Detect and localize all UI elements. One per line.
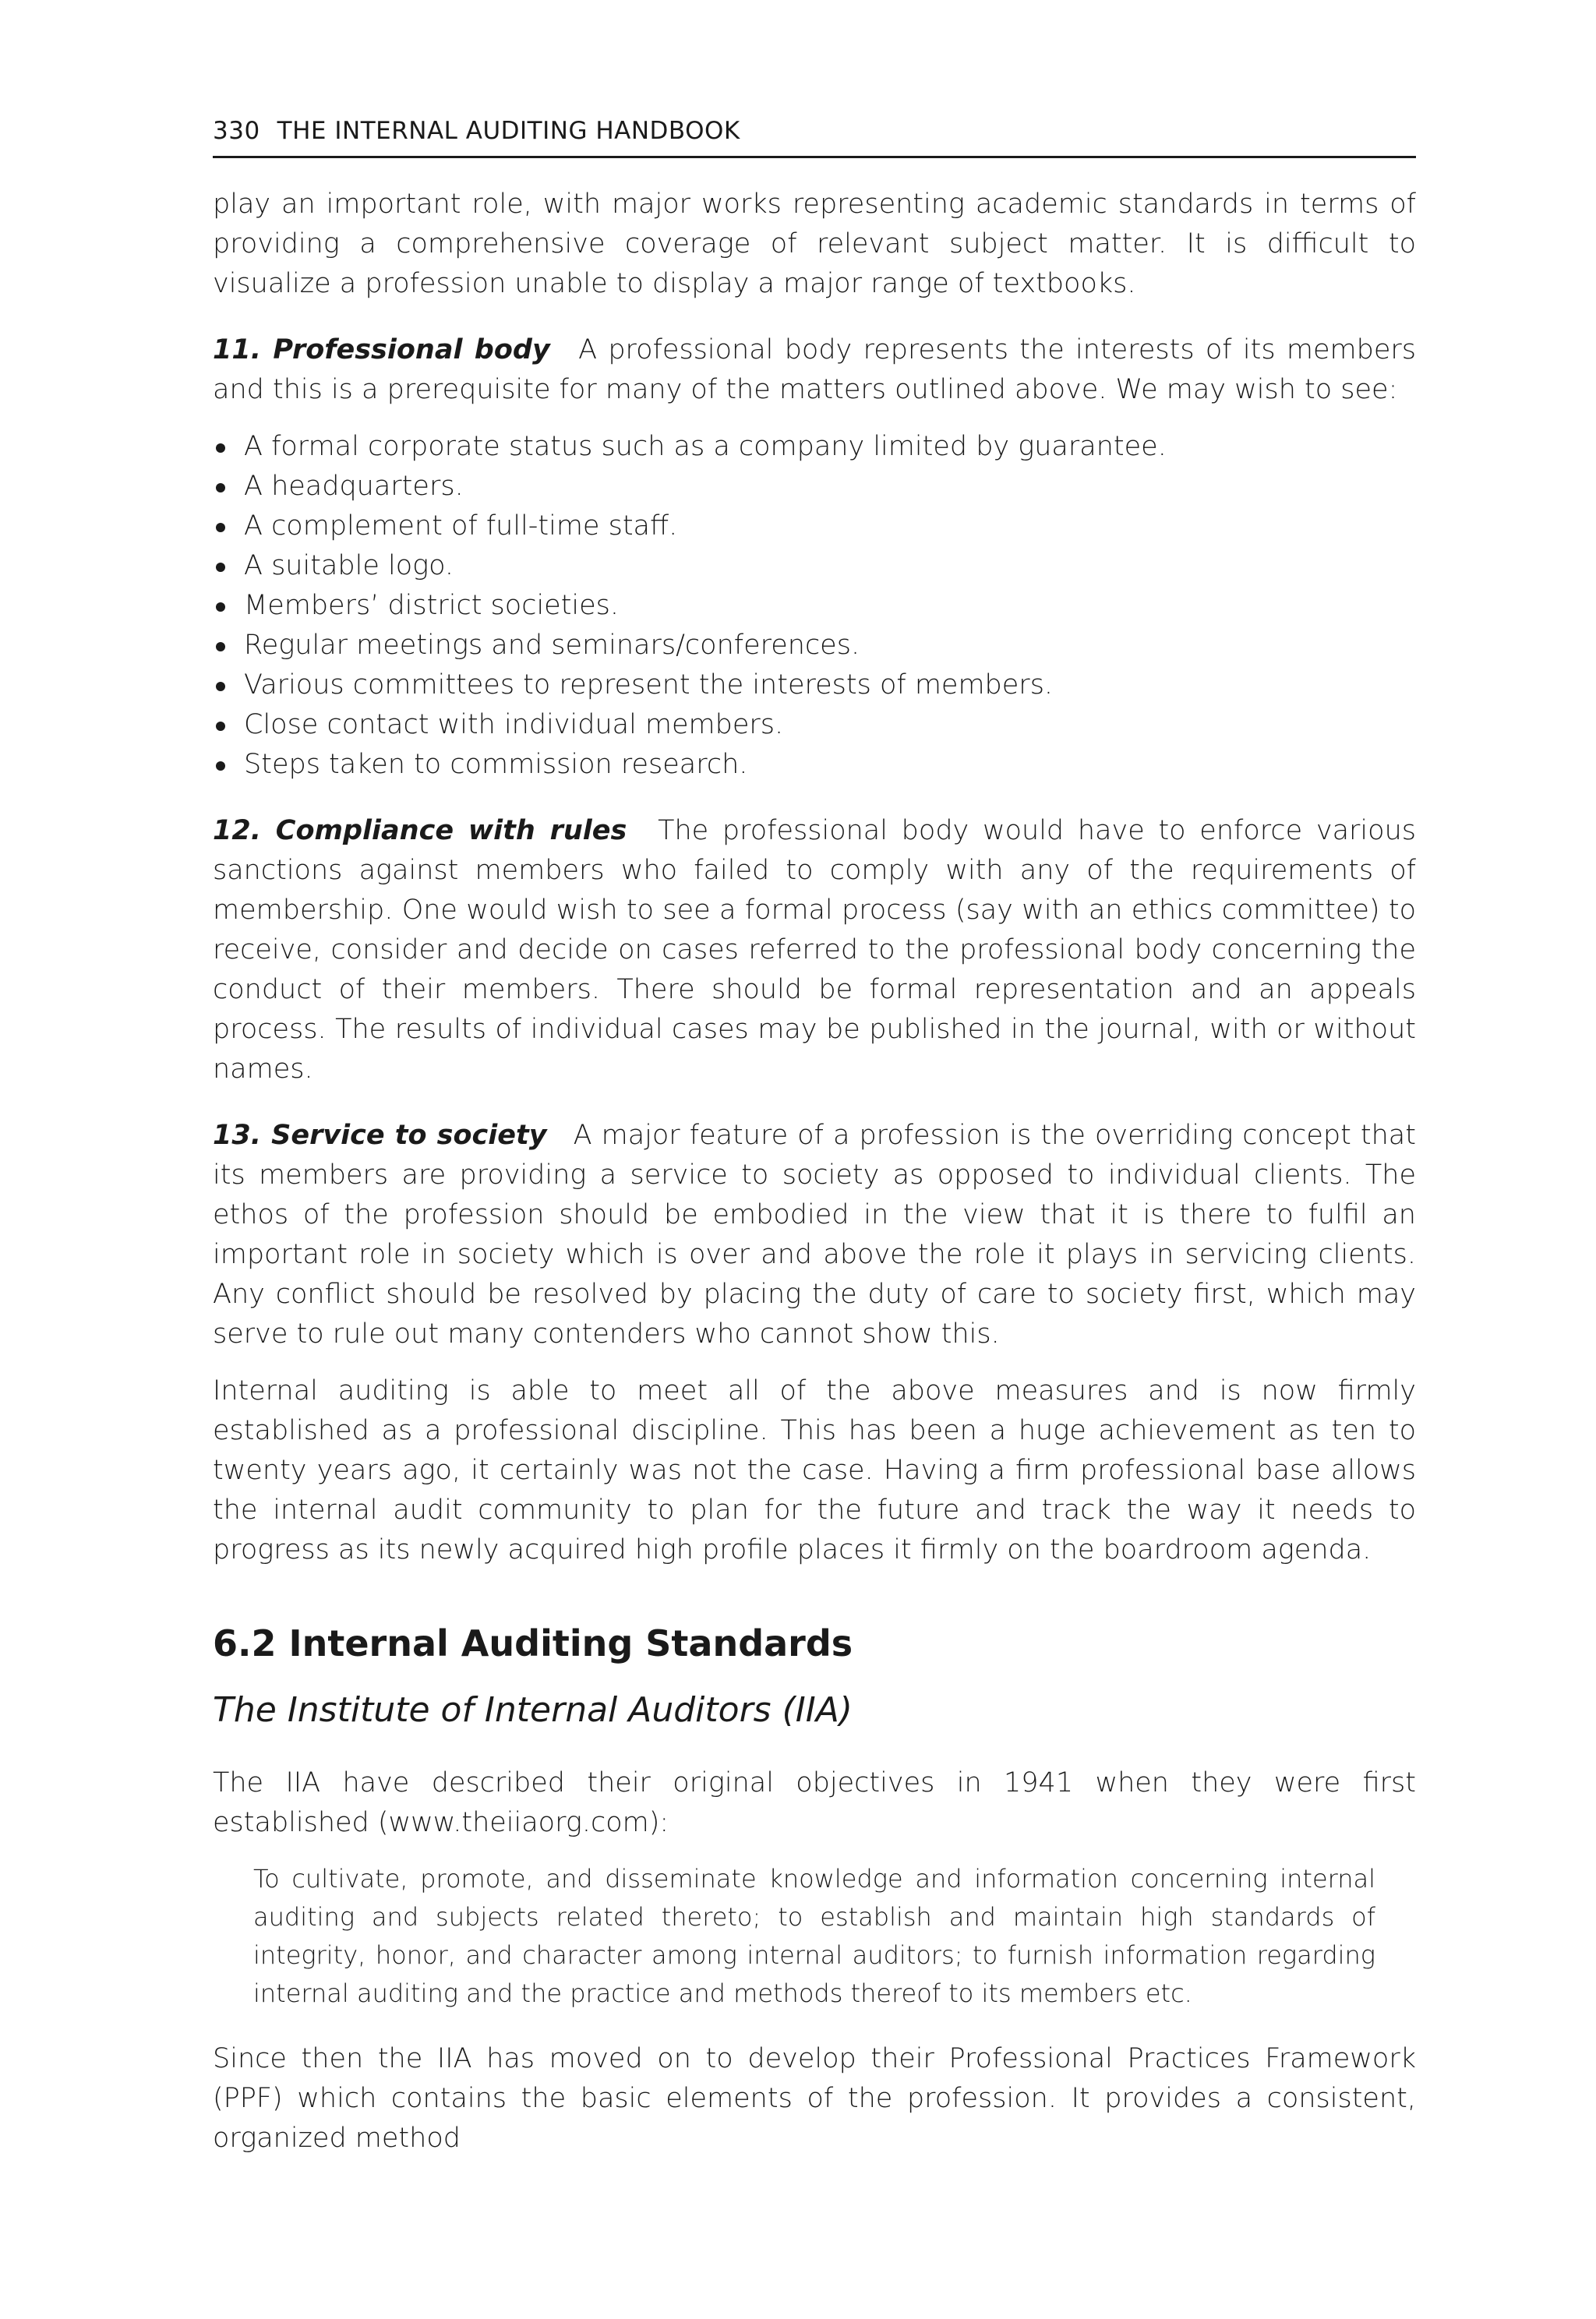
bullet-icon	[216, 443, 225, 453]
summary-paragraph: Internal auditing is able to meet all of the above measures and is now firmly established as a professional discipline. This has been a huge achievement as ten to twenty years ago, it certainly was not the case. Having a firm professional base allows the internal audit community to plan for the future and track the way it needs to progress as its newly acquired high profile places it firmly on the boardroom agenda.	[213, 1375, 1416, 1565]
bullet-list	[213, 427, 1416, 785]
bullet-icon	[216, 642, 225, 651]
list-item-text: Close contact with individual members.	[244, 709, 784, 740]
iia-intro-paragraph: The IIA have described their original objectives in 1941 when they were first established (www.theiiaorg.com):	[213, 1767, 1416, 1838]
section-number: 6.2	[213, 1622, 277, 1664]
bullet-icon	[216, 682, 225, 691]
list-item-text: A suitable logo.	[244, 550, 454, 581]
bullet-icon	[216, 483, 225, 492]
page-number: 330	[213, 117, 260, 145]
iia-objectives-quote: To cultivate, promote, and disseminate knowledge and information concerning internal auditing and subjects related thereto; to establish and maintain high standards of integrity, honor, and character among internal auditors; to furnish information regarding internal auditing and the practice and methods thereof to its members etc.	[253, 1864, 1375, 2008]
bullet-icon	[216, 602, 225, 612]
list-item-text: Members’ district societies.	[244, 590, 620, 621]
list-item	[213, 626, 1416, 665]
list-item-text: A complement of full-time staff.	[244, 510, 678, 542]
page	[213, 117, 1416, 2185]
list-item	[213, 507, 1416, 546]
item-12-heading: 12. Compliance with rules	[213, 815, 627, 846]
item-13-text: A major feature of a profession is the overriding concept that its members are providing a service to society as opposed to individual clients. The ethos of the profession should be embodied in the view that it is there to fulfil an important role in society which is over and above the role it plays in servicing clients. Any conflict should be resolved by placing the duty of care to society first, which may serve to rule out many contenders who cannot show this.	[213, 1120, 1416, 1350]
subsection-heading: The Institute of Internal Auditors (IIA)	[213, 1690, 853, 1730]
list-item-text: Various committees to represent the interests of members.	[244, 669, 1054, 701]
list-item	[213, 467, 1416, 507]
list-item-text: A formal corporate status such as a company limited by guarantee.	[244, 431, 1167, 462]
section-title: Internal Auditing Standards	[288, 1622, 853, 1664]
list-item	[213, 705, 1416, 745]
ppf-paragraph: Since then the IIA has moved on to develop their Professional Practices Framework (PPF) which contains the basic elements of the profession. It provides a consistent, organized method	[213, 2043, 1416, 2154]
section-heading	[213, 1620, 1416, 1667]
item-11-text: A professional body represents the interests of its members and this is a prerequisite for many of the matters outlined above. We may wish to see:	[213, 334, 1416, 405]
bullet-icon	[216, 722, 225, 731]
item-11-paragraph	[213, 330, 1416, 410]
list-item-text: A headquarters.	[244, 471, 464, 502]
body-text	[213, 185, 1416, 2158]
item-11-heading: 11. Professional body	[213, 334, 550, 365]
item-12-paragraph	[213, 811, 1416, 1089]
book-title: THE INTERNAL AUDITING HANDBOOK	[277, 117, 740, 145]
bullet-icon	[216, 563, 225, 572]
running-head	[213, 117, 1416, 158]
item-13-paragraph	[213, 1116, 1416, 1354]
list-item	[213, 546, 1416, 586]
item-13-heading: 13. Service to society	[213, 1120, 547, 1151]
list-item-text: Regular meetings and seminars/conferences.	[244, 630, 860, 661]
list-item	[213, 586, 1416, 626]
list-item-text: Steps taken to commission research.	[244, 749, 748, 780]
bullet-icon	[216, 523, 225, 532]
intro-paragraph: play an important role, with major works representing academic standards in terms of providing a comprehensive coverage of relevant subject matter. It is difficult to visualize a profession unable to display a major range of textbooks.	[213, 189, 1416, 299]
item-12-text: The professional body would have to enforce various sanctions against members who failed to comply with any of the requirements of membership. One would wish to see a formal process (say with an ethics committee) to receive, consider and decide on cases referred to the professional body concerning the conduct of their members. There should be formal representation and an appeals process. The results of individual cases may be published in the journal, with or without names.	[213, 815, 1416, 1085]
list-item	[213, 427, 1416, 467]
bullet-icon	[216, 761, 225, 771]
list-item	[213, 745, 1416, 785]
list-item	[213, 665, 1416, 705]
